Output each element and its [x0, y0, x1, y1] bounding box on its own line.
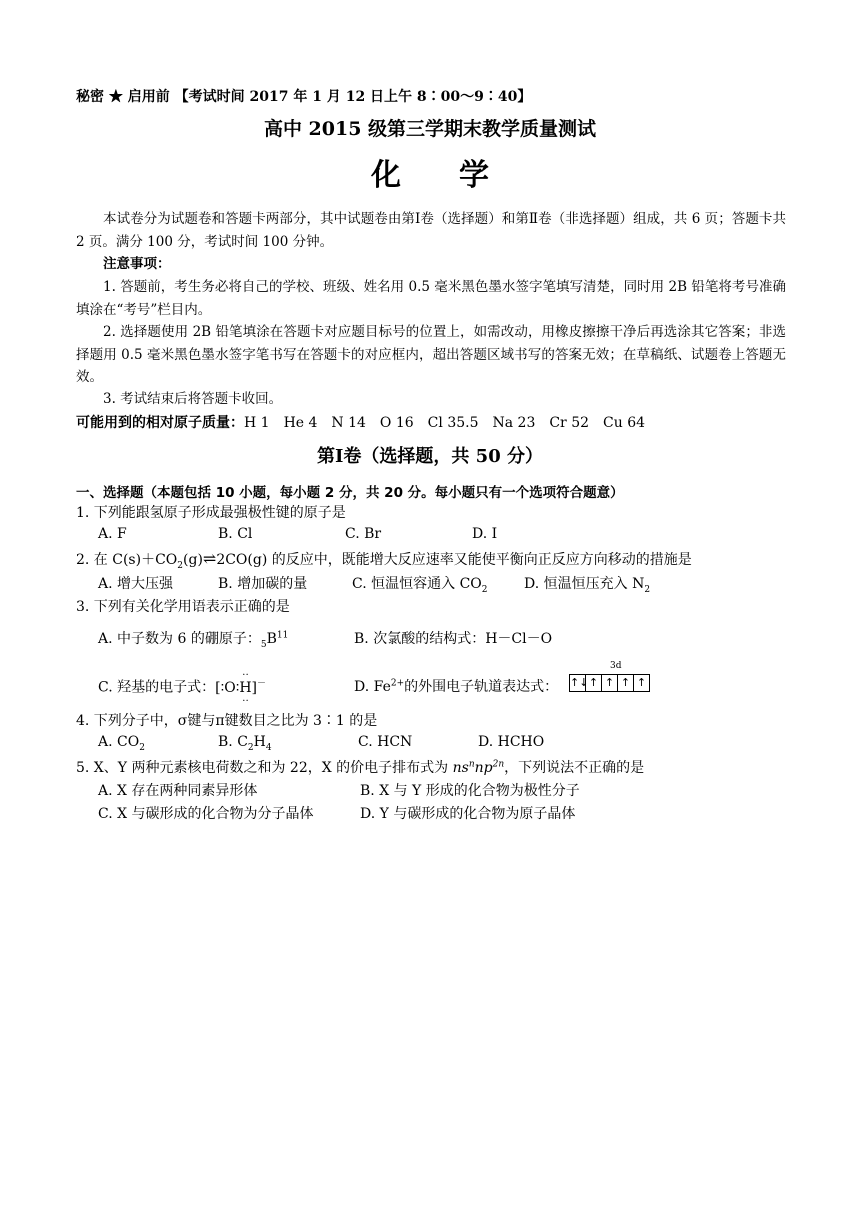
- subject-title: 化学: [371, 158, 547, 193]
- question-1-stem: 1. 下列能跟氢原子形成最强极性键的原子是: [76, 505, 346, 521]
- q3-option-a: A. 中子数为 6 的硼原子：$_5B^{11}$: [98, 630, 289, 650]
- orbital-box: ↑↓: [569, 674, 586, 692]
- orbital-box: ↑: [585, 674, 602, 692]
- section-1-title: 第Ⅰ卷（选择题，共 50 分）: [316, 446, 543, 467]
- q5-option-d: D. Y 与碳形成的化合物为原子晶体: [360, 806, 576, 822]
- question-4-stem: 4. 下列分子中，σ键与π键数目之比为 3∶1 的是: [76, 713, 378, 729]
- orbital-diagram: [570, 674, 650, 692]
- orbital-box: ↑: [633, 674, 650, 692]
- q4-option-a: A. $CO_2$: [98, 734, 145, 753]
- q5-option-c: C. X 与碳形成的化合物为分子晶体: [98, 806, 314, 822]
- q2-option-d: D. 恒温恒压充入 $N_2$: [524, 576, 651, 595]
- q5-option-b: B. X 与 Y 形成的化合物为极性分子: [360, 783, 580, 799]
- q1-option-b: B. Cl: [218, 526, 253, 542]
- atomic-mass-values: H 1 He 4 N 14 O 16 Cl 35.5 Na 23 Cr 52 Cu 64: [244, 415, 646, 431]
- orbital-box: ↑: [601, 674, 618, 692]
- q2-option-a: A. 增大压强: [98, 576, 174, 592]
- q4-option-b: B. $C_2H_4$: [218, 734, 272, 753]
- q4-option-c: C. HCN: [358, 734, 413, 750]
- orbital-box: ↑: [617, 674, 634, 692]
- orbital-label: 3d: [610, 661, 622, 671]
- intro-paragraph: 本试卷分为试题卷和答题卡两部分，其中试题卷由第Ⅰ卷（选择题）和第Ⅱ卷（非选择题）组成，共 6 页；答题卡共 2 页。满分 100 分，考试时间 100 分钟。: [76, 211, 786, 250]
- atomic-mass-line: [76, 412, 645, 432]
- notice-2: 2. 选择题使用 2B 铅笔填涂在答题卡对应题目标号的位置上，如需改动，用橡皮擦擦干净后再选涂其它答案；非选择题用 0.5 毫米黑色墨水签字笔书写在答题卡的对应框内，超出答题区域书写的答案无效；在草稿纸、试题卷上答题无效。: [76, 324, 786, 385]
- q1-option-d: D. I: [472, 526, 498, 542]
- part-1-title: 一、选择题（本题包括 10 小题，每小题 2 分，共 20 分。每小题只有一个选项符合题意）: [76, 485, 624, 501]
- q2-option-b: B. 增加碳的量: [218, 576, 308, 592]
- q4-option-d: D. HCHO: [478, 734, 545, 750]
- q1-option-c: C. Br: [345, 526, 382, 542]
- question-5-stem: 5. X、Y 两种元素核电荷数之和为 22，X 的价电子排布式为 $ns^nnp^{2n}$，下列说法不正确的是: [76, 759, 645, 776]
- atomic-mass-label: 可能用到的相对原子质量：: [76, 415, 244, 431]
- exam-secret-header: 秘密 ★ 启用前 【考试时间 2017 年 1 月 12 日上午 8∶00～9∶40】: [76, 89, 532, 105]
- question-2-stem: 2. 在 $C(s)+CO_2(g)\rightleftharpoons 2CO(g)$ 的反应中，既能增大反应速率又能使平衡向正反应方向移动的措施是: [76, 549, 692, 571]
- notice-title: 注意事项：: [103, 256, 171, 272]
- question-3-stem: 3. 下列有关化学用语表示正确的是: [76, 599, 290, 615]
- exam-title: 高中 2015 级第三学期末教学质量测试: [263, 118, 597, 140]
- q3-option-c: C. 羟基的电子式： ‥ [∶O∶H] ‥ －: [98, 666, 267, 704]
- notice-3: 3. 考试结束后将答题卡收回。: [103, 391, 283, 407]
- q3-option-b: B. 次氯酸的结构式：H－Cl－O: [354, 631, 553, 647]
- q3-option-d: D. $Fe^{2+}$的外围电子轨道表达式：: [354, 678, 559, 695]
- q5-option-a: A. X 存在两种同素异形体: [98, 783, 258, 799]
- hydroxyl-electron-formula: ‥ [∶O∶H] ‥: [215, 666, 258, 704]
- q2-option-c: C. 恒温恒容通入 $CO_2$: [352, 576, 488, 595]
- equilibrium-arrow-icon: ⇌: [202, 549, 217, 568]
- notice-1: 1. 答题前，考生务必将自己的学校、班级、姓名用 0.5 毫米黑色墨水签字笔填写清楚，同时用 2B 铅笔将考号准确填涂在“考号”栏目内。: [76, 279, 786, 318]
- q1-option-a: A. F: [98, 526, 127, 542]
